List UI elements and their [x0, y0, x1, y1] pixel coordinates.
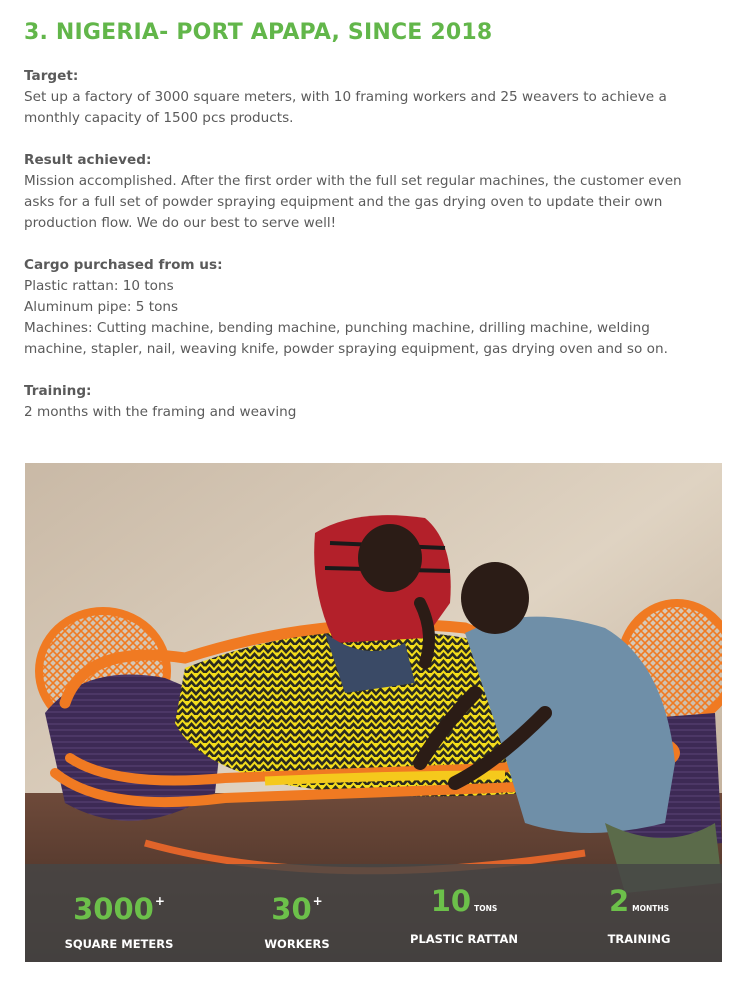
- result-heading: Result achieved:: [24, 152, 152, 168]
- stat-value-row: [63, 884, 175, 931]
- cargo-heading: Cargo purchased from us:: [24, 257, 223, 273]
- stat-value: 10: [430, 884, 472, 918]
- cargo-item-machines: Machines: Cutting machine, bending machine, punching machine, drilling machine, welding machine, stapler, nail, weaving knife, powder spraying equipment, gas drying oven and so on.: [24, 320, 668, 357]
- stat-label: TRAINING: [607, 932, 671, 946]
- result-text: Mission accomplished. After the first order with the full set regular machines, the customer even asks for a full set of powder spraying equipment and the gas drying oven to update their own production flow. We do our best to serve well!: [24, 173, 682, 231]
- page-title: 3. NIGERIA- PORT APAPA, SINCE 2018: [24, 20, 493, 45]
- result-section: [24, 150, 724, 234]
- stat-unit: MONTHS: [632, 904, 670, 913]
- stat-value: 30: [271, 892, 312, 926]
- cargo-section: [24, 255, 724, 360]
- workers-weaving-photo: [25, 463, 722, 962]
- stat-square-meters: [63, 884, 175, 951]
- stat-value-row: [407, 884, 521, 926]
- stat-unit: TONS: [474, 904, 498, 913]
- stat-workers: [257, 884, 337, 951]
- stat-label: WORKERS: [264, 937, 330, 951]
- training-text: 2 months with the framing and weaving: [24, 404, 297, 420]
- stat-plus: +: [312, 894, 323, 908]
- target-heading: Target:: [24, 68, 79, 84]
- cargo-item-aluminum: Aluminum pipe: 5 tons: [24, 299, 179, 315]
- stat-label: PLASTIC RATTAN: [410, 932, 518, 946]
- target-section: [24, 66, 724, 129]
- cargo-item-rattan: Plastic rattan: 10 tons: [24, 278, 174, 294]
- stat-value: 2: [608, 884, 630, 918]
- training-heading: Training:: [24, 383, 92, 399]
- training-section: [24, 381, 724, 423]
- stat-label: SQUARE METERS: [64, 937, 174, 951]
- stats-bar: [25, 864, 722, 962]
- stat-plus: +: [154, 894, 165, 908]
- stat-value: 3000: [73, 892, 154, 926]
- stat-value-row: [603, 884, 675, 926]
- target-text: Set up a factory of 3000 square meters, with 10 framing workers and 25 weavers to achieve a monthly capacity of 1500 pcs products.: [24, 89, 667, 126]
- stat-plastic-rattan: [407, 884, 521, 946]
- project-details: [24, 66, 724, 444]
- stat-training: [603, 884, 675, 946]
- stat-value-row: [257, 884, 337, 931]
